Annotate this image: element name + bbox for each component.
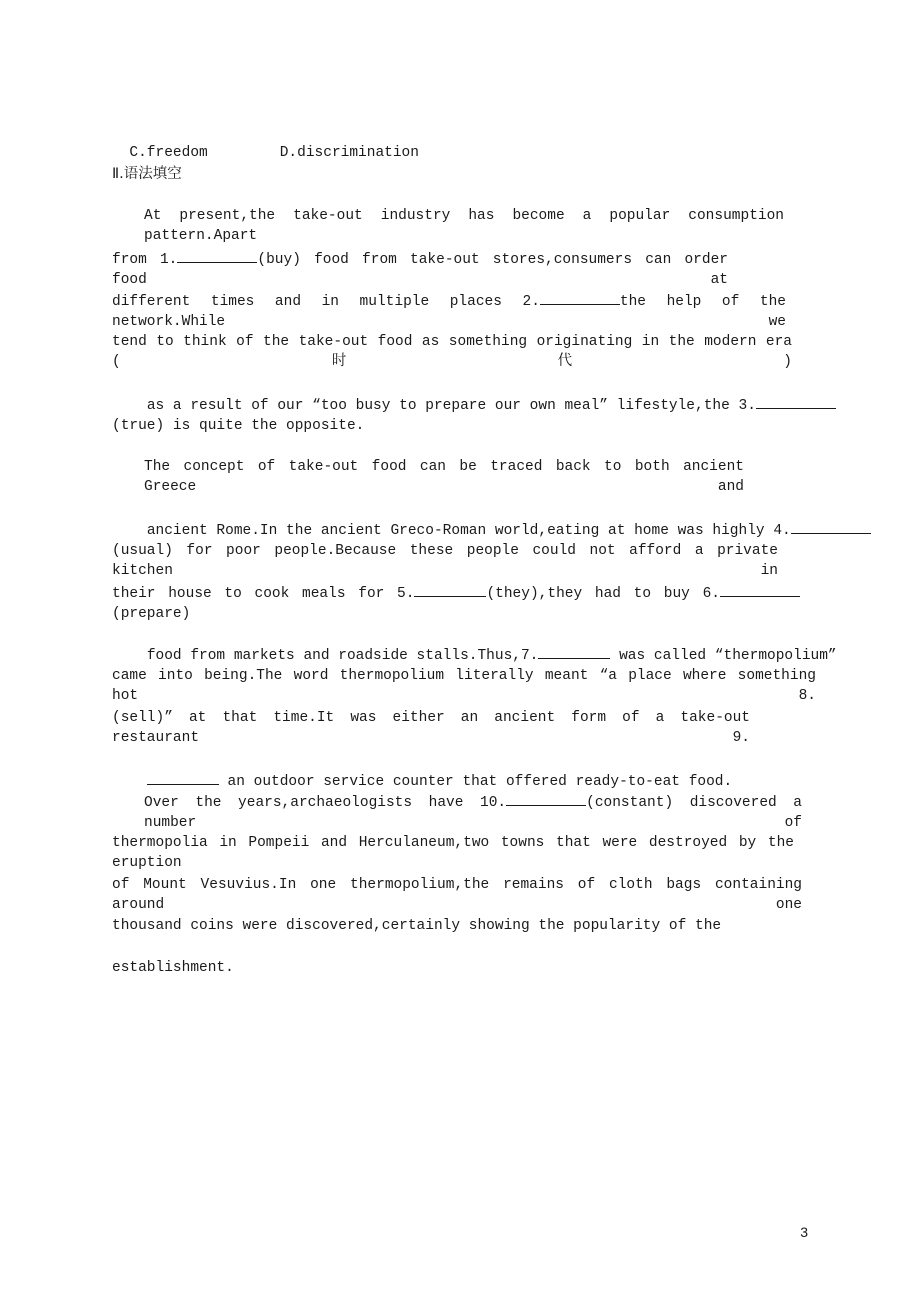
passage-line: (sell)” at that time.It was either an ancient form of a take-out restaurant 9. bbox=[112, 710, 750, 746]
passage-text: Over the years,archaeologists have 10. bbox=[144, 795, 507, 811]
passage-line: (true) is quite the opposite. bbox=[112, 418, 365, 434]
passage-text: from 1. bbox=[112, 252, 178, 268]
passage-line: came into being.The word thermopolium literally meant “a place where something hot 8. bbox=[112, 668, 816, 704]
passage-text: different times and in multiple places 2. bbox=[112, 294, 540, 310]
passage-line: establishment. bbox=[112, 960, 234, 976]
section-heading: Ⅱ.语法填空 bbox=[112, 166, 182, 182]
passage-line: The concept of take-out food can be traced back to both ancient Greece and bbox=[144, 459, 744, 495]
blank-7 bbox=[538, 644, 610, 659]
passage-line bbox=[112, 499, 818, 539]
passage-text: their house to cook meals for 5. bbox=[112, 586, 415, 602]
blank-3 bbox=[756, 394, 836, 409]
option-d: D.discrimination bbox=[279, 145, 419, 161]
blank-4 bbox=[791, 519, 871, 534]
passage-line bbox=[112, 582, 800, 622]
passage-line: of Mount Vesuvius.In one thermopolium,the remains of cloth bags containing around one bbox=[112, 877, 802, 913]
passage-text: (prepare) bbox=[112, 606, 191, 622]
passage-text: ancient Rome.In the ancient Greco-Roman world,eating at home was highly 4. bbox=[146, 523, 791, 539]
passage-text: the help of the network.While we bbox=[112, 294, 786, 330]
passage-text: food from markets and roadside stalls.Thus,7. bbox=[146, 648, 539, 664]
passage-line: (usual) for poor people.Because these people could not afford a private kitchen in bbox=[112, 543, 778, 579]
passage-line bbox=[144, 791, 802, 831]
passage-line: thermopolia in Pompeii and Herculaneum,two towns that were destroyed by the eruption bbox=[112, 835, 794, 871]
passage-text: (they),they had to buy 6. bbox=[486, 586, 720, 602]
passage-text: as a result of our “too busy to prepare our own meal” lifestyle,the 3. bbox=[146, 398, 756, 414]
blank-1 bbox=[177, 248, 257, 263]
passage-text: an outdoor service counter that offered ready-to-eat food. bbox=[218, 774, 733, 790]
passage-line bbox=[112, 750, 818, 790]
blank-6 bbox=[720, 582, 800, 597]
blank-5 bbox=[414, 582, 486, 597]
passage-line: At present,the take-out industry has become a popular consumption pattern.Apart bbox=[144, 208, 784, 244]
passage-line bbox=[112, 374, 818, 414]
passage-line bbox=[112, 290, 786, 330]
passage-text: (buy) food from take-out stores,consumers can order food at bbox=[112, 252, 728, 288]
blank-2 bbox=[540, 290, 620, 305]
blank-9 bbox=[147, 770, 219, 785]
page-number: 3 bbox=[800, 1224, 808, 1240]
blank-10 bbox=[506, 791, 586, 806]
passage-line: thousand coins were discovered,certainly showing the popularity of the bbox=[112, 918, 722, 934]
option-c: C.freedom bbox=[129, 145, 208, 161]
passage-line: tend to think of the take-out food as something originating in the modern era (时代) bbox=[112, 334, 792, 370]
options-line bbox=[112, 123, 818, 161]
passage-text: (constant) discovered a number of bbox=[144, 795, 802, 831]
passage-text: was called “thermopolium” bbox=[610, 648, 837, 664]
passage-line bbox=[112, 248, 728, 288]
passage-line bbox=[112, 624, 837, 664]
